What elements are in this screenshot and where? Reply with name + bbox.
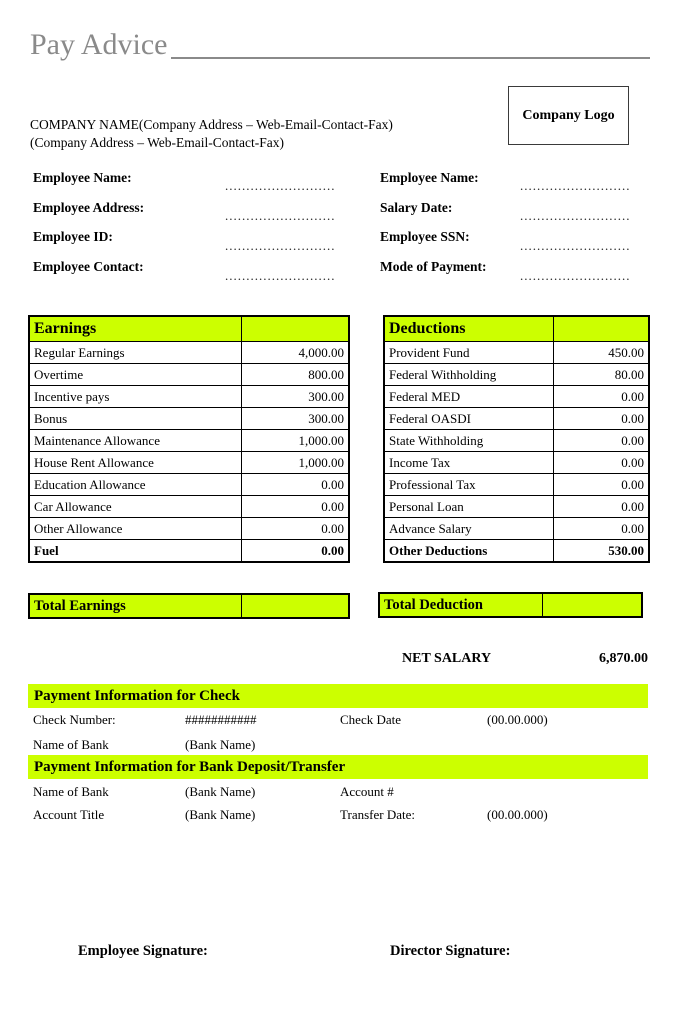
table-row [384,540,649,563]
company-info [30,116,393,152]
account-title-value: (Bank Name) [185,807,256,822]
table-row [29,342,349,364]
deduction-label: Advance Salary [384,518,553,540]
earning-value: 800.00 [241,364,349,386]
earning-label: Regular Earnings [29,342,241,364]
deduction-label: Provident Fund [384,342,553,364]
earning-label: Education Allowance [29,474,241,496]
earning-value: 300.00 [241,408,349,430]
earnings-table [28,315,350,563]
deductions-header: Deductions [384,316,553,342]
deduction-value: 0.00 [553,452,649,474]
earning-value: 1,000.00 [241,430,349,452]
total-earnings-value [241,594,349,618]
transfer-date-value: (00.00.000) [487,807,548,822]
employee-signature-label: Employee Signature: [78,943,208,959]
employee-contact-label: Employee Contact: [33,259,144,274]
net-salary-value: 6,870.00 [599,651,648,666]
check-bank-label: Name of Bank [33,737,109,752]
check-number-value: ########### [185,712,257,727]
deduction-value: 530.00 [553,540,649,563]
earning-label: Bonus [29,408,241,430]
table-row [29,452,349,474]
transfer-date-label: Transfer Date: [340,807,415,822]
deduction-label: Other Deductions [384,540,553,563]
payment-check-header: Payment Information for Check [28,684,648,708]
table-row [384,386,649,408]
earning-label: Maintenance Allowance [29,430,241,452]
payment-transfer-header: Payment Information for Bank Deposit/Transfer [28,755,648,779]
earning-value: 0.00 [241,496,349,518]
deduction-value: 80.00 [553,364,649,386]
table-row [29,408,349,430]
earning-label: Other Allowance [29,518,241,540]
table-row [384,496,649,518]
salary-date-field[interactable]: .......................... [520,208,631,223]
earning-value: 0.00 [241,518,349,540]
account-title-label: Account Title [33,807,105,822]
check-date-value: (00.00.000) [487,712,548,727]
earning-label: Car Allowance [29,496,241,518]
earning-value: 1,000.00 [241,452,349,474]
table-row [29,386,349,408]
employee-name2-label: Employee Name: [380,170,479,185]
earning-value: 0.00 [241,474,349,496]
deduction-value: 0.00 [553,386,649,408]
deduction-label: Income Tax [384,452,553,474]
employee-address-label: Employee Address: [33,200,145,215]
total-deduction-row [378,592,643,618]
deduction-label: Federal OASDI [384,408,553,430]
table-row [29,496,349,518]
page-title: Pay Advice [30,28,168,61]
employee-name-field[interactable]: .......................... [225,178,336,193]
table-row [384,342,649,364]
deduction-value: 0.00 [553,496,649,518]
earning-label: Incentive pays [29,386,241,408]
company-line-1: COMPANY NAME(Company Address – Web-Email-Contact-Fax) [30,117,393,132]
table-row [29,430,349,452]
deductions-header-row [384,316,649,342]
earning-label: Overtime [29,364,241,386]
deduction-value: 0.00 [553,430,649,452]
employee-address-field[interactable]: .......................... [225,208,336,223]
deduction-label: Federal MED [384,386,553,408]
company-line-2: (Company Address – Web-Email-Contact-Fax) [30,135,284,150]
total-earnings-row [28,593,350,619]
employee-name2-field[interactable]: .......................... [520,178,631,193]
transfer-bank-label: Name of Bank [33,784,109,799]
transfer-bank-value: (Bank Name) [185,784,256,799]
employee-ssn-field[interactable]: .......................... [520,238,631,253]
company-logo-box [508,86,629,145]
director-signature-label: Director Signature: [390,943,511,959]
earning-value: 4,000.00 [241,342,349,364]
mode-of-payment-label: Mode of Payment: [380,259,487,274]
earning-value: 300.00 [241,386,349,408]
deduction-value: 450.00 [553,342,649,364]
deduction-label: Personal Loan [384,496,553,518]
employee-id-label: Employee ID: [33,229,113,244]
salary-date-label: Salary Date: [380,200,453,215]
table-row [384,364,649,386]
check-date-label: Check Date [340,712,402,727]
table-row [29,474,349,496]
document-title-row [30,26,650,62]
table-row [384,518,649,540]
table-row [384,408,649,430]
table-row [29,364,349,386]
earnings-header: Earnings [29,316,241,342]
account-number-label: Account # [340,784,394,799]
table-row [384,430,649,452]
check-number-label: Check Number: [33,712,116,727]
total-deduction-value [542,593,642,617]
deduction-label: Federal Withholding [384,364,553,386]
total-deduction-label: Total Deduction [379,593,542,617]
employee-ssn-label: Employee SSN: [380,229,470,244]
table-row [29,540,349,563]
deductions-table [383,315,650,563]
employee-id-field[interactable]: .......................... [225,238,336,253]
deduction-value: 0.00 [553,408,649,430]
deduction-label: Professional Tax [384,474,553,496]
deduction-value: 0.00 [553,474,649,496]
deduction-value: 0.00 [553,518,649,540]
earnings-header-row [29,316,349,342]
mode-of-payment-field[interactable]: .......................... [520,268,631,283]
check-bank-value: (Bank Name) [185,737,256,752]
employee-name-label: Employee Name: [33,170,132,185]
table-row [29,518,349,540]
table-row [384,452,649,474]
employee-contact-field[interactable]: .......................... [225,268,336,283]
earning-value: 0.00 [241,540,349,563]
earning-label: House Rent Allowance [29,452,241,474]
net-salary-label: NET SALARY [402,651,492,666]
earning-label: Fuel [29,540,241,563]
company-logo-label: Company Logo [522,107,615,123]
table-row [384,474,649,496]
deduction-label: State Withholding [384,430,553,452]
total-earnings-label: Total Earnings [29,594,241,618]
title-underline [171,57,650,59]
